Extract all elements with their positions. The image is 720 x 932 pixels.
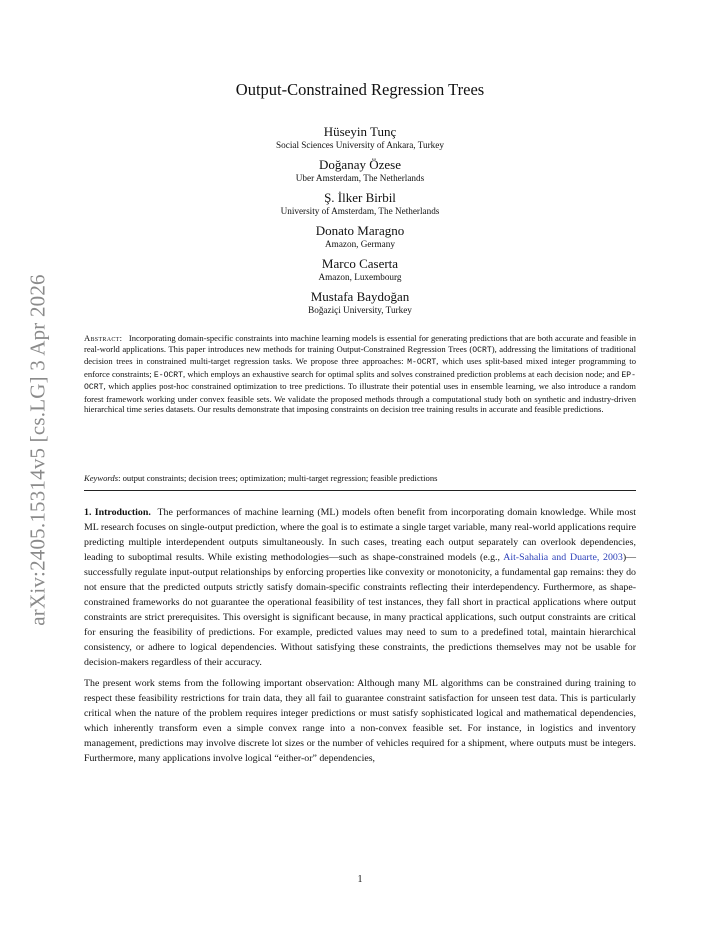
abstract-text: , which employs an exhaustive search for optimal splits and solves constrained prediction problems at each decision node; and xyxy=(183,368,622,379)
citation-link[interactable]: Ait-Sahalia and Duarte, 2003 xyxy=(503,552,623,563)
method-code: M-OCRT xyxy=(407,358,437,367)
section-divider xyxy=(84,490,636,491)
author-list xyxy=(0,124,720,322)
abstract-label: Abstract: xyxy=(84,333,123,343)
author-name: Mustafa Baydoğan xyxy=(310,289,410,304)
paragraph-text: The present work stems from the following important observation: Although many ML algorithms can be constrained during training to respect these feasibility restrictions for train data, they all fail to guarantee constraint satisfaction for unseen test data. This is particularly critical when the nature of the problem requires integer predictions or must satisfy sophisticated logical and mathematical dependencies, which inherently transform even a simple convex range into a non-convex feasible set. For instance, in logistics and inventory management, predictions may involve discrete lot sizes or the number of vehicles required for a shipment, where outputs must be integers. Furthermore, many applications involve logical “either-or” dependencies, xyxy=(84,678,636,764)
author-affiliation: Amazon, Germany xyxy=(325,239,395,249)
keywords xyxy=(84,473,636,484)
paragraph xyxy=(84,676,636,766)
author-affiliation: University of Amsterdam, The Netherlands xyxy=(280,206,440,216)
author-name: Hüseyin Tunç xyxy=(323,124,397,139)
author-affiliation: Uber Amsterdam, The Netherlands xyxy=(295,173,425,183)
abstract-text: , which uses split-based mixed integer programming to enforce constraints; xyxy=(84,356,636,379)
abstract-text: Incorporating domain-specific constraints into machine learning models is essential for generating predictions that are both accurate and feasible in real-world applications. This paper introduces new methods for training Output-Constrained Regression Trees ( xyxy=(84,333,636,354)
author-name: Marco Caserta xyxy=(321,256,399,271)
introduction-section xyxy=(84,505,636,772)
author-affiliation: Amazon, Luxembourg xyxy=(318,272,402,282)
keywords-label: Keywords xyxy=(84,473,119,483)
author-name: Donato Maragno xyxy=(315,223,405,238)
author-affiliation: Boğaziçi University, Turkey xyxy=(308,305,412,315)
author-entry xyxy=(0,190,720,217)
abstract xyxy=(84,333,636,415)
author-name: Ş. İlker Birbil xyxy=(324,190,396,205)
paragraph-text: The performances of machine learning (ML) models often benefit from incorporating domain knowledge. While most ML research focuses on single-output prediction, where the goal is to estimate a single target variable, many real-world applications require predicting multiple interdependent outputs simultaneously. In such cases, treating each output separately can overlook dependencies, leading to suboptimal results. While existing methodologies—such as shape-constrained models (e.g., xyxy=(84,507,636,563)
paper-title: Output-Constrained Regression Trees xyxy=(235,80,485,99)
author-entry xyxy=(0,124,720,151)
author-entry xyxy=(0,289,720,316)
paragraph xyxy=(84,505,636,670)
method-code: OCRT xyxy=(472,345,492,355)
author-name: Doğanay Özese xyxy=(319,157,401,172)
method-code: E-OCRT xyxy=(153,370,184,380)
author-entry xyxy=(0,157,720,184)
keywords-text: : output constraints; decision trees; optimization; multi-target regression; feasible predictions xyxy=(118,473,438,483)
author-entry xyxy=(0,256,720,283)
abstract-text: ), addressing the limitations of traditional decision trees in constrained multi-target regression tasks. We propose three approaches: xyxy=(84,343,636,366)
paragraph-text: )—successfully regulate input-output relationships by enforcing properties like convexity or monotonicity, a fundamental gap remains: they do not ensure that the predicted outputs strictly satisfy domain-specific constraints reflecting their interdependency. Furthermore, as shape-constrained frameworks do not guarantee the operational feasibility of test instances, they fall short in practical applications where output constraints are strict prerequisites. This oversight is significant because, in many practical applications, such output constraints are critical for ensuring the feasibility of predictions. For example, predicted values may need to sum to a predefined total, maintain hierarchical consistency, or adhere to logical dependencies. Without satisfying these constraints, the predictions themselves may not be usable for decision-makers regardless of their accuracy. xyxy=(84,552,636,668)
page-number: 1 xyxy=(357,874,363,885)
method-code: EP-OCRT xyxy=(84,370,636,392)
section-heading: 1. Introduction. xyxy=(84,507,151,518)
arxiv-identifier-stamp: arXiv:2405.15314v5 [cs.LG] 3 Apr 2026 xyxy=(25,274,50,626)
abstract-text: , which applies post-hoc constrained optimization to tree predictions. To illustrate their potential uses in ensemble learning, we also introduce a random forest framework working under convex feasible sets. We validate the proposed methods through a computational study both on synthetic and industry-driven hierarchical time series datasets. Our results demonstrate that imposing constraints on decision tree training results in accurate and feasible predictions. xyxy=(84,381,636,414)
author-affiliation: Social Sciences University of Ankara, Turkey xyxy=(276,140,444,150)
author-entry xyxy=(0,223,720,250)
